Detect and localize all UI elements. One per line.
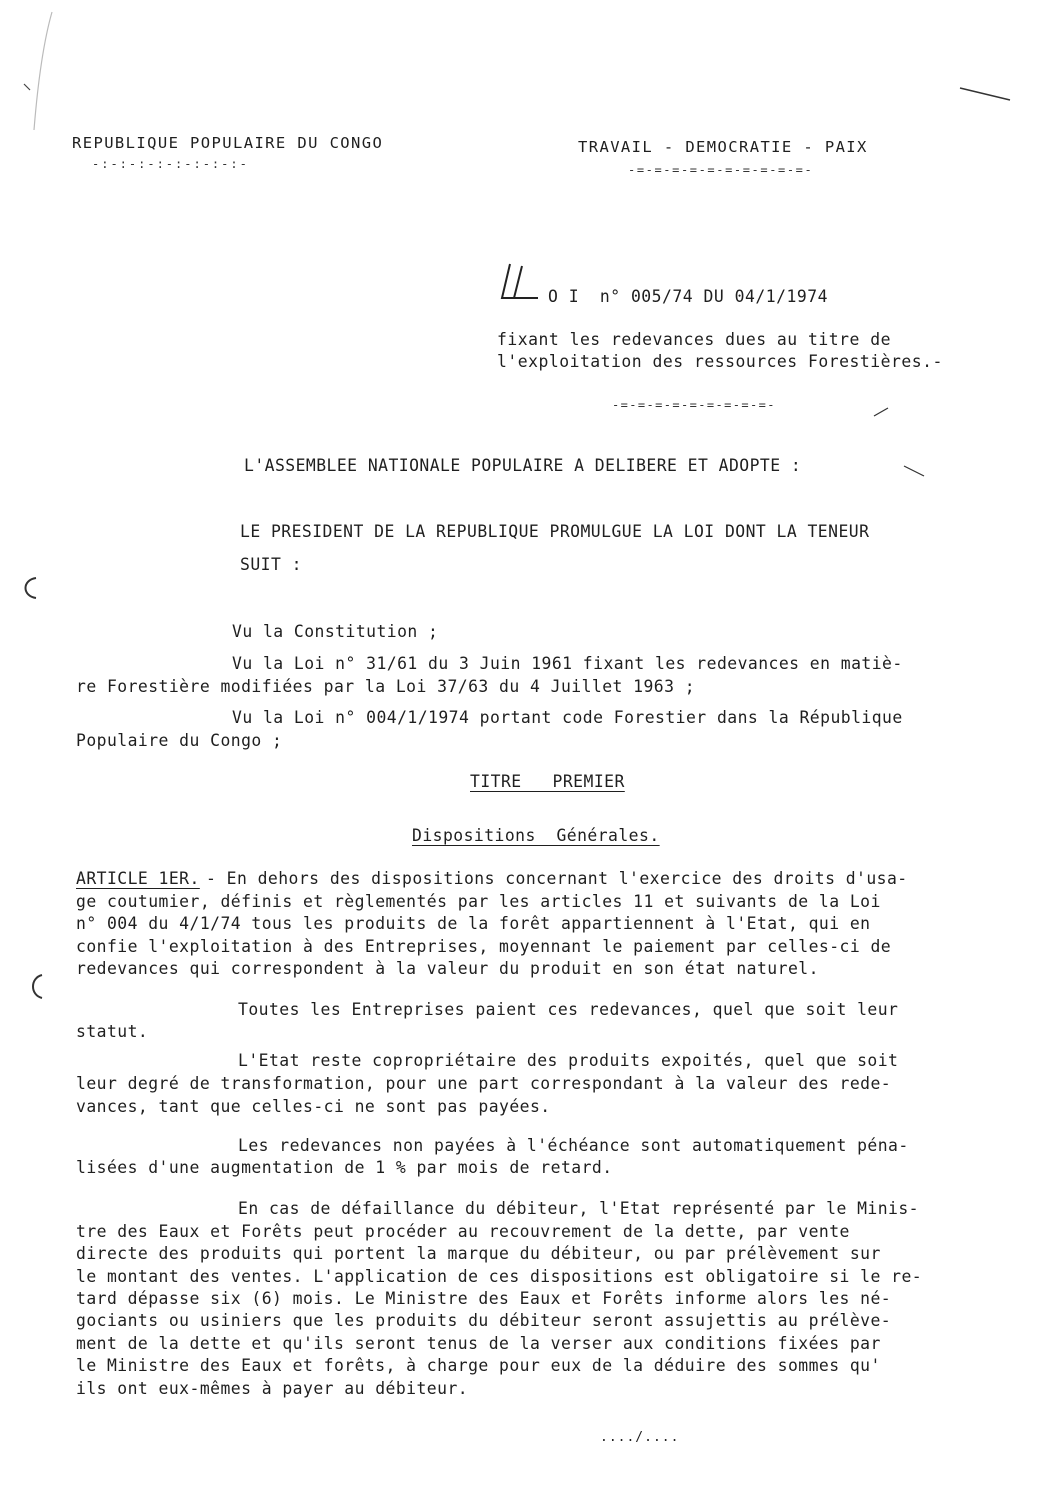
visa-law-31-61-line-1: Vu la Loi n° 31/61 du 3 Juin 1961 fixant les redevances en matiè- xyxy=(232,654,903,673)
law-subject-line-2: l'exploitation des ressources Forestières.- xyxy=(497,352,943,371)
article-1-line: confie l'exploitation à des Entreprises, moyennant le paiement par celles-ci de xyxy=(76,937,892,956)
article-1-line: n° 004 du 4/1/74 tous les produits de la forêt appartiennent à l'Etat, qui en xyxy=(76,914,871,933)
article-1-p5-line: ils ont eux-mêmes à payer au débiteur. xyxy=(76,1379,469,1398)
titre-subheading: Dispositions Générales. xyxy=(412,826,660,845)
president-statement-line-1: LE PRESIDENT DE LA REPUBLIQUE PROMULGUE LA LOI DONT LA TENEUR xyxy=(240,522,870,541)
continuation-marker: ..../.... xyxy=(600,1430,680,1445)
republic-separator: -:-:-:-:-:-:-:-:- xyxy=(92,157,249,171)
article-1-p5-line: tre des Eaux et Forêts peut procéder au recouvrement de la dette, par vente xyxy=(76,1222,850,1241)
article-1-p5-line: gociants ou usiniers que les produits du débiteur seront assujettis au prélève- xyxy=(76,1311,892,1330)
republic-title: REPUBLIQUE POPULAIRE DU CONGO xyxy=(72,134,384,152)
titre-heading: TITRE PREMIER xyxy=(470,772,625,791)
article-1-p5-line: tard dépasse six (6) mois. Le Ministre des Eaux et Forêts informe alors les né- xyxy=(76,1289,892,1308)
visa-law-004-line-1: Vu la Loi n° 004/1/1974 portant code Forestier dans la République xyxy=(232,708,903,727)
article-1-p3-line: leur degré de transformation, pour une part correspondant à la valeur des rede- xyxy=(76,1074,892,1093)
article-1-p3-line: L'Etat reste copropriétaire des produits expoités, quel que soit xyxy=(238,1051,899,1070)
motto: TRAVAIL - DEMOCRATIE - PAIX xyxy=(578,138,868,156)
assembly-statement: L'ASSEMBLEE NATIONALE POPULAIRE A DELIBERE ET ADOPTE : xyxy=(244,456,802,475)
article-1-line: - En dehors des dispositions concernant l'exercice des droits d'usa- xyxy=(206,869,908,888)
visa-law-004-line-2: Populaire du Congo ; xyxy=(76,731,283,750)
article-1-line: ge coutumier, définis et règlementés par les articles 11 et suivants de la Loi xyxy=(76,892,881,911)
article-1-p2-line: Toutes les Entreprises paient ces redevances, quel que soit leur xyxy=(238,1000,899,1019)
article-1-label: ARTICLE 1ER. xyxy=(76,869,200,888)
law-number: O I n° 005/74 DU 04/1/1974 xyxy=(548,287,828,306)
article-1-line: redevances qui correspondent à la valeur du produit en son état naturel. xyxy=(76,959,819,978)
visa-constitution: Vu la Constitution ; xyxy=(232,622,439,641)
article-1-p4-line: Les redevances non payées à l'échéance sont automatiquement péna- xyxy=(238,1136,909,1155)
handwritten-l-mark xyxy=(498,262,548,302)
article-1-p5-line: directe des produits qui portent la marque du débiteur, ou par prélèvement sur xyxy=(76,1244,881,1263)
article-1-p3-line: vances, tant que celles-ci ne sont pas payées. xyxy=(76,1097,551,1116)
article-1-p5-line: le montant des ventes. L'application de ces dispositions est obligatoire si le re- xyxy=(76,1267,923,1286)
article-1-p2-line: statut. xyxy=(76,1022,149,1041)
article-1-p5-line: En cas de défaillance du débiteur, l'Etat représenté par le Minis- xyxy=(238,1199,919,1218)
motto-separator: -=-=-=-=-=-=-=-=-=-=- xyxy=(628,163,814,177)
president-statement-line-2: SUIT : xyxy=(240,555,302,574)
law-separator: -=-=-=-=-=-=-=-=-=- xyxy=(612,398,776,412)
visa-law-31-61-line-2: re Forestière modifiées par la Loi 37/63 du 4 Juillet 1963 ; xyxy=(76,677,696,696)
article-1-p5-line: le Ministre des Eaux et forêts, à charge pour eux de la déduire des sommes qu' xyxy=(76,1356,881,1375)
law-subject-line-1: fixant les redevances dues au titre de xyxy=(497,330,891,349)
article-1-p5-line: ment de la dette et qu'ils seront tenus de la verser aux conditions fixées par xyxy=(76,1334,881,1353)
article-1-p4-line: lisées d'une augmentation de 1 % par mois de retard. xyxy=(76,1158,613,1177)
